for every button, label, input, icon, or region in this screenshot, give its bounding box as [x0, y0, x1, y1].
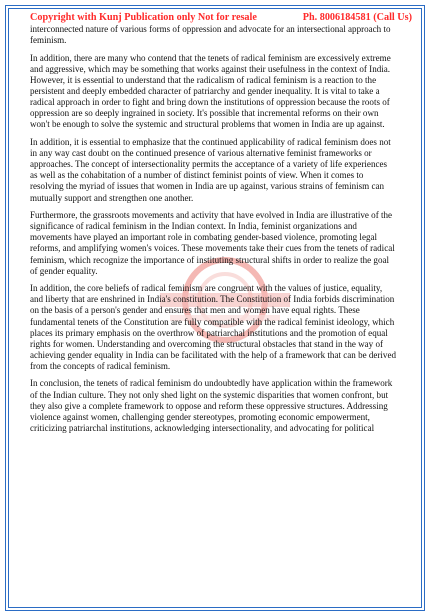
copyright-notice: Copyright with Kunj Publication only Not for resale	[30, 12, 257, 23]
body-text	[30, 24, 396, 440]
paragraph: In addition, there are many who contend that the tenets of radical feminism are excessively extreme and aggressive, which may be something that works against their usefulness in the context of India. However, it is essential to understand that the radicalism of radical feminism is a reaction to the persistent and deeply embedded character of patriarchy and gender inequality. It is vital to take a radical approach in order to fight and bring down the institutions of oppression because the roots of oppression are so deeply ingrained in society. It's possible that incremental reforms on their own won't be enough to solve the systemic and structural problems that women in India are up against.	[30, 52, 391, 130]
paragraph: interconnected nature of various forms of oppression and advocate for an intersectional approach to feminism.	[30, 24, 391, 46]
paragraph: In addition, the core beliefs of radical feminism are congruent with the values of justice, equality, and liberty that are enshrined in India's constitution. The Constitution of India forbids discrimination on the basis of a person's gender and ensures that men and women have equal rights. These fundamental tenets of the Constitution are fully compatible with the radical feminist ideology, which places its primary emphasis on the overthrow of patriarchal institutions and the promotion of equal rights for women. Understanding and overcoming the structural obstacles that stand in the way of achieving gender equality in India can be facilitated with the help of a framework that can be derived from the concepts of radical feminism.	[30, 283, 396, 372]
contact-phone: Ph. 8006184581 (Call Us)	[302, 12, 412, 23]
paragraph: In addition, it is essential to emphasize that the continued applicability of radical feminism does not in any way cast doubt on the continued presence of various alternative feminist frameworks or approaches. The concept of intersectionality permits the acceptance of a variety of life experiences as well as the cohabitation of a number of distinct feminist points of view. When it comes to resolving the myriad of issues that women in India are up against, various strains of feminism can mutually support and strengthen one another.	[30, 136, 391, 203]
paragraph: In conclusion, the tenets of radical feminism do undoubtedly have application within the framework of the Indian culture. They not only shed light on the systemic disparities that women confront, but they also give a complete framework to oppose and reform these oppressive structures. Addressing violence against women, challenging gender stereotypes, promoting economic empowerment, criticizing patriarchal institutions, acknowledging intersectionality, and advocating for political	[30, 378, 393, 434]
page-header	[30, 12, 412, 23]
paragraph: Furthermore, the grassroots movements and activity that have evolved in India are illustrative of the significance of radical feminism in the Indian context. In India, feminist organizations and movements have played an important role in combating gender-based violence, promoting legal reforms, and amplifying women's voices. These movements take their cues from the tenets of radical feminism, which recognize the importance of instituting structural shifts in order to realize the goal of gender equality.	[30, 209, 395, 276]
